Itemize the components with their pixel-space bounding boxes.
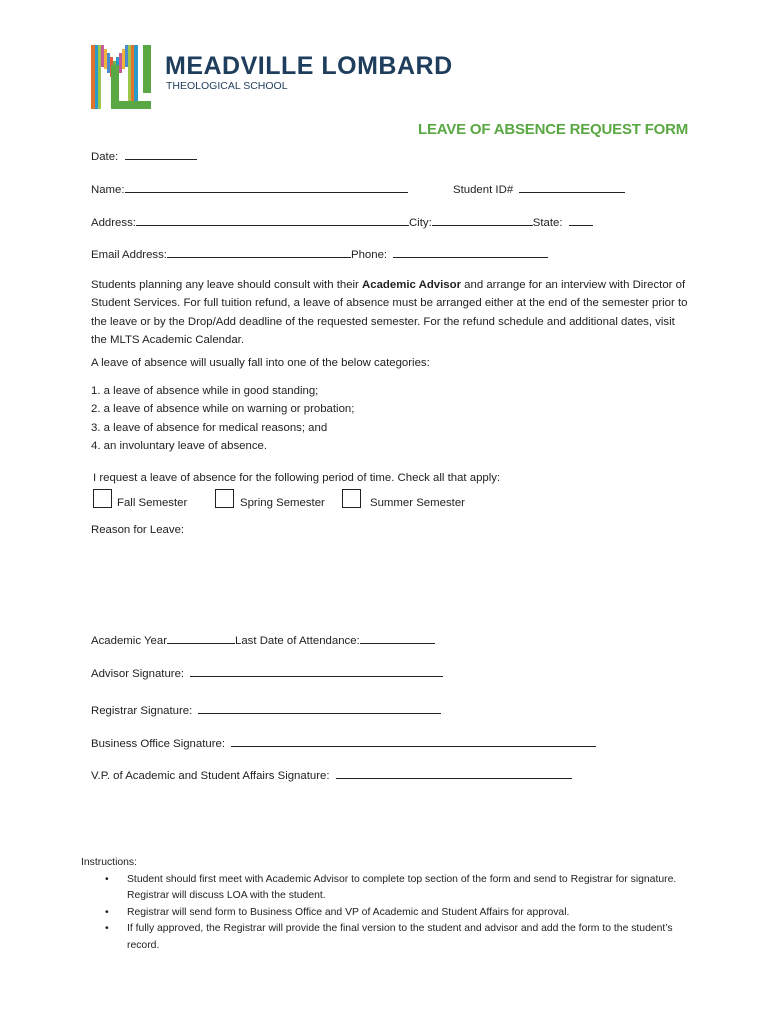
advisor-signature-label: Advisor Signature: (91, 668, 185, 680)
state-field[interactable] (569, 213, 593, 226)
date-label: Date: (91, 151, 119, 163)
fall-semester-checkbox[interactable] (93, 489, 112, 508)
categories-list (91, 382, 691, 455)
instruction-text: Student should first meet with Academic Advisor to complete top section of the form and send to Registrar for signature. Registrar will discuss LOA with the student. (127, 873, 677, 901)
instructions-list (81, 872, 691, 955)
registrar-signature-field[interactable] (198, 701, 441, 714)
category-item: 1. a leave of absence while in good standing; (91, 385, 319, 397)
summer-semester-label: Summer Semester (370, 497, 465, 509)
advisor-signature-row (91, 664, 443, 680)
email-row (91, 245, 548, 261)
spring-semester-checkbox[interactable] (215, 489, 234, 508)
intro-text-2: and arrange for an interview with Director of Student Services. For full tuition refund, a leave of absence must be arranged either at the end of the semester prior to the leave or by the Drop/Add deadline of the requested semester. For the refund schedule and additional dates, visit the MLTS Academic Calendar. (91, 279, 688, 346)
vp-signature-row (91, 766, 572, 782)
state-label: State: (532, 217, 563, 229)
intro-paragraph (91, 276, 691, 349)
date-field[interactable] (125, 147, 197, 160)
address-row (91, 213, 593, 229)
school-logo (91, 45, 453, 109)
address-label: Address: (91, 217, 136, 229)
form-title: LEAVE OF ABSENCE REQUEST FORM (418, 121, 689, 138)
category-item: 4. an involuntary leave of absence. (91, 439, 268, 452)
last-date-label: Last Date of Attendance: (235, 635, 360, 647)
phone-label: Phone: (350, 249, 388, 261)
instruction-item (81, 921, 691, 954)
city-label: City: (408, 217, 432, 229)
bullet-icon: • (105, 873, 109, 885)
logo-subtitle: THEOLOGICAL SCHOOL (166, 80, 288, 92)
registrar-signature-label: Registrar Signature: (91, 705, 193, 717)
fall-semester-label: Fall Semester (117, 497, 188, 509)
name-label: Name: (91, 184, 125, 196)
category-item: 2. a leave of absence while on warning or probation; (91, 403, 355, 416)
period-prompt: I request a leave of absence for the following period of time. Check all that apply: (93, 472, 501, 484)
student-id-field[interactable] (519, 180, 625, 193)
instruction-text: If fully approved, the Registrar will provide the final version to the student and advisor and add the form to the student’s record. (127, 923, 673, 951)
instruction-text: Registrar will send form to Business Office and VP of Academic and Student Affairs for approval. (127, 906, 570, 918)
academic-year-row (91, 631, 435, 647)
intro-text-1: Students planning any leave should consult with their (91, 279, 363, 291)
address-field[interactable] (136, 213, 409, 226)
vp-signature-label: V.P. of Academic and Student Affairs Signature: (91, 770, 330, 782)
instruction-item (81, 905, 691, 922)
academic-year-field[interactable] (167, 631, 235, 644)
date-row (91, 147, 197, 163)
instruction-item (81, 872, 691, 905)
categories-intro: A leave of absence will usually fall into one of the below categories: (91, 357, 430, 369)
phone-field[interactable] (393, 245, 548, 258)
reason-label: Reason for Leave: (91, 524, 185, 536)
business-signature-row (91, 734, 596, 750)
bullet-icon: • (105, 906, 109, 918)
last-date-field[interactable] (360, 631, 435, 644)
logo-name: MEADVILLE LOMBARD (165, 52, 453, 80)
email-field[interactable] (167, 245, 351, 258)
advisor-signature-field[interactable] (190, 664, 443, 677)
instructions-section (81, 855, 691, 954)
spring-semester-label: Spring Semester (240, 497, 325, 509)
name-row (91, 180, 408, 196)
academic-year-label: Academic Year (91, 635, 167, 647)
business-signature-label: Business Office Signature: (91, 738, 226, 750)
reason-field[interactable] (91, 542, 691, 622)
category-item: 3. a leave of absence for medical reasons; and (91, 421, 328, 434)
summer-semester-checkbox[interactable] (342, 489, 361, 508)
email-label: Email Address: (91, 249, 167, 261)
business-signature-field[interactable] (231, 734, 596, 747)
student-id-label: Student ID# (453, 184, 514, 196)
vp-signature-field[interactable] (336, 766, 572, 779)
student-id-row (453, 180, 625, 196)
city-field[interactable] (432, 213, 533, 226)
intro-bold: Academic Advisor (362, 279, 461, 291)
instructions-label: Instructions: (81, 857, 138, 868)
name-field[interactable] (125, 180, 408, 193)
registrar-signature-row (91, 701, 441, 717)
logo-mark (91, 45, 151, 109)
bullet-icon: • (105, 923, 109, 934)
